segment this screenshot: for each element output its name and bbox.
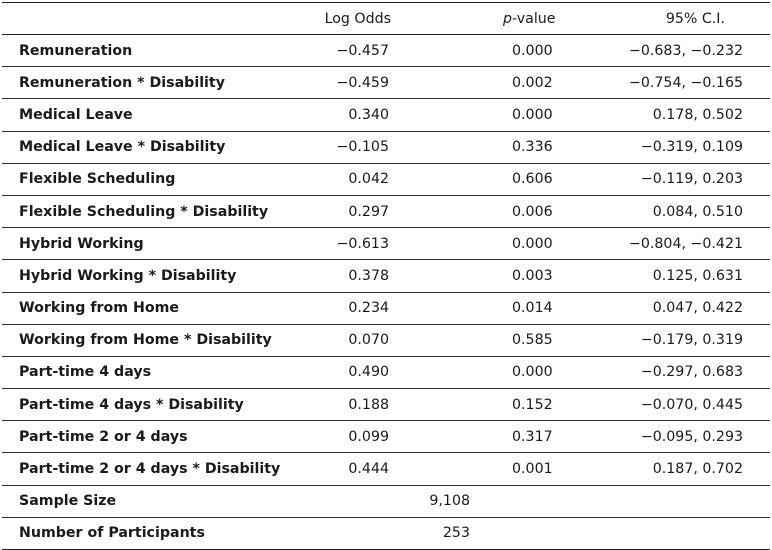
row-log-odds: −0.105	[287, 131, 409, 163]
table-row	[2, 324, 770, 356]
row-ci: 0.125, 0.631	[557, 260, 770, 292]
table-header-row	[2, 3, 770, 35]
row-ci: 0.178, 0.502	[557, 99, 770, 131]
row-label: Medical Leave * Disability	[2, 131, 287, 163]
row-ci: 0.084, 0.510	[557, 195, 770, 227]
row-log-odds: 0.070	[287, 324, 409, 356]
row-label: Medical Leave	[2, 99, 287, 131]
row-p-value: 0.000	[409, 35, 557, 67]
row-p-value: 0.002	[409, 67, 557, 99]
row-ci: 0.187, 0.702	[557, 453, 770, 485]
row-p-value: 0.000	[409, 228, 557, 260]
summary-label: Number of Participants	[2, 517, 287, 549]
row-ci: −0.683, −0.232	[557, 35, 770, 67]
summary-empty	[557, 517, 770, 549]
row-p-value: 0.000	[409, 99, 557, 131]
row-p-value: 0.585	[409, 324, 557, 356]
table-row	[2, 421, 770, 453]
summary-value: 9,108	[287, 485, 557, 517]
row-log-odds: 0.378	[287, 260, 409, 292]
row-ci: 0.047, 0.422	[557, 292, 770, 324]
summary-row	[2, 485, 770, 517]
table-row	[2, 163, 770, 195]
row-ci: −0.804, −0.421	[557, 228, 770, 260]
header-label	[2, 3, 287, 35]
row-p-value: 0.000	[409, 356, 557, 388]
row-label: Part-time 4 days	[2, 356, 287, 388]
row-label: Part-time 2 or 4 days	[2, 421, 287, 453]
header-p-italic: p	[503, 10, 513, 27]
table-row	[2, 131, 770, 163]
row-ci: −0.297, 0.683	[557, 356, 770, 388]
table-row	[2, 67, 770, 99]
row-p-value: 0.317	[409, 421, 557, 453]
header-ci: 95% C.I.	[557, 3, 770, 35]
table-row	[2, 35, 770, 67]
row-label: Part-time 4 days * Disability	[2, 389, 287, 421]
row-ci: −0.754, −0.165	[557, 67, 770, 99]
row-label: Remuneration	[2, 35, 287, 67]
row-p-value: 0.152	[409, 389, 557, 421]
row-p-value: 0.336	[409, 131, 557, 163]
row-label: Flexible Scheduling	[2, 163, 287, 195]
row-log-odds: 0.444	[287, 453, 409, 485]
row-label: Hybrid Working * Disability	[2, 260, 287, 292]
row-label: Flexible Scheduling * Disability	[2, 195, 287, 227]
row-label: Working from Home * Disability	[2, 324, 287, 356]
row-p-value: 0.003	[409, 260, 557, 292]
row-log-odds: −0.457	[287, 35, 409, 67]
row-ci: −0.095, 0.293	[557, 421, 770, 453]
row-ci: −0.119, 0.203	[557, 163, 770, 195]
summary-empty	[557, 485, 770, 517]
table-row	[2, 260, 770, 292]
table-row	[2, 292, 770, 324]
table-row	[2, 453, 770, 485]
header-p-rest: -value	[512, 10, 556, 27]
row-log-odds: 0.490	[287, 356, 409, 388]
row-label: Part-time 2 or 4 days * Disability	[2, 453, 287, 485]
row-log-odds: −0.613	[287, 228, 409, 260]
row-p-value: 0.006	[409, 195, 557, 227]
summary-label: Sample Size	[2, 485, 287, 517]
table-row	[2, 389, 770, 421]
row-ci: −0.319, 0.109	[557, 131, 770, 163]
table-body	[2, 35, 770, 550]
row-ci: −0.179, 0.319	[557, 324, 770, 356]
row-log-odds: 0.099	[287, 421, 409, 453]
summary-row	[2, 517, 770, 549]
row-label: Remuneration * Disability	[2, 67, 287, 99]
row-label: Hybrid Working	[2, 228, 287, 260]
row-p-value: 0.001	[409, 453, 557, 485]
row-log-odds: 0.188	[287, 389, 409, 421]
row-log-odds: 0.340	[287, 99, 409, 131]
header-p-value	[409, 3, 557, 35]
row-p-value: 0.606	[409, 163, 557, 195]
table-row	[2, 195, 770, 227]
row-label: Working from Home	[2, 292, 287, 324]
row-log-odds: 0.234	[287, 292, 409, 324]
summary-value: 253	[287, 517, 557, 549]
table-row	[2, 99, 770, 131]
table-row	[2, 228, 770, 260]
table-row	[2, 356, 770, 388]
regression-results-table	[2, 2, 770, 550]
row-ci: −0.070, 0.445	[557, 389, 770, 421]
header-log-odds: Log Odds	[287, 3, 409, 35]
row-p-value: 0.014	[409, 292, 557, 324]
row-log-odds: 0.042	[287, 163, 409, 195]
row-log-odds: −0.459	[287, 67, 409, 99]
row-log-odds: 0.297	[287, 195, 409, 227]
